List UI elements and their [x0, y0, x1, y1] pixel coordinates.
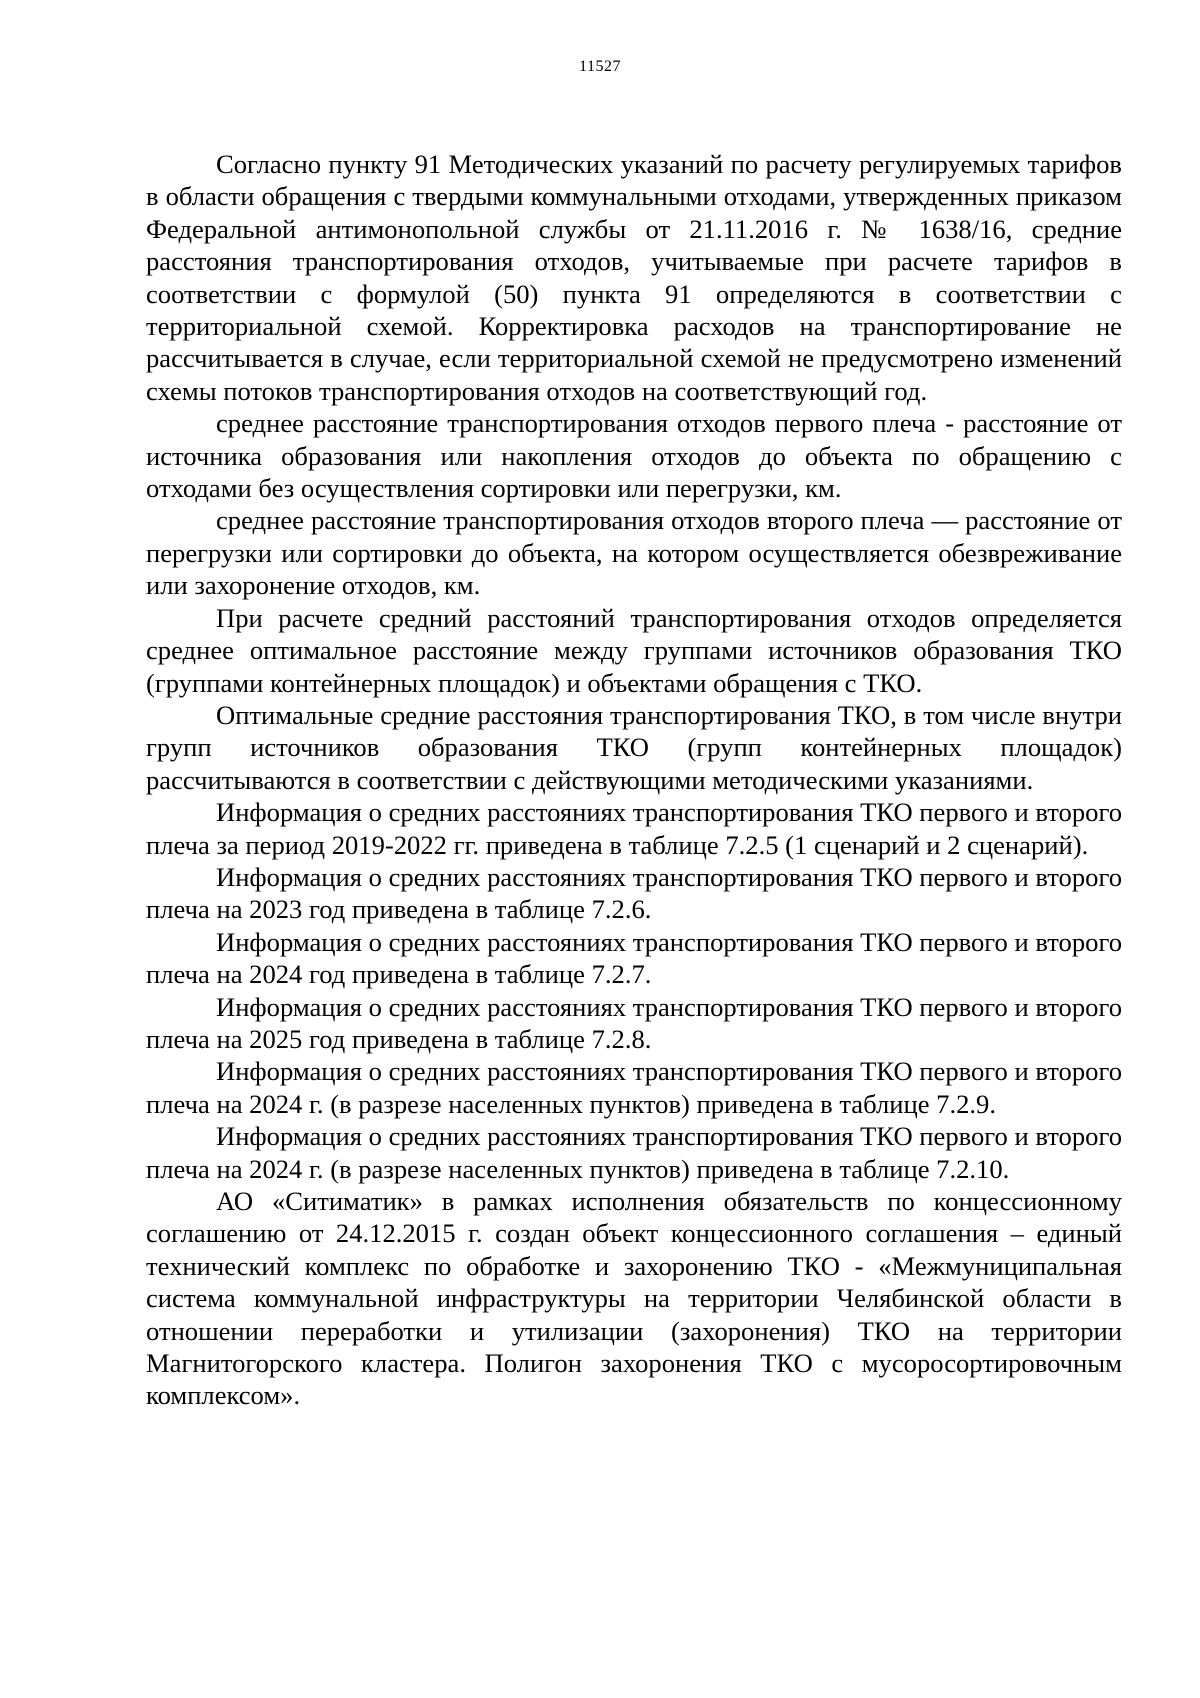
paragraph-table-7-2-5: Информация о средних расстояниях транспортирования ТКО первого и второго плеча за период 2019-2022 гг. приведена в таблице 7.2.5 (1 сценарий и 2 сценарий).	[146, 797, 1122, 860]
paragraph-concession-agreement: АО «Ситиматик» в рамках исполнения обязательств по концессионному соглашению от 24.12.2015 г. создан объект концессионного соглашения – единый технический комплекс по обработке и захоронению ТКО - «Межмуниципальная система коммунальной инфраструктуры на территории Челябинской области в отношении переработки и утилизации (захоронения) ТКО на территории Магнитогорского кластера. Полигон захоронения ТКО с мусоросортировочным комплексом».	[146, 1186, 1122, 1411]
paragraph-table-7-2-10: Информация о средних расстояниях транспортирования ТКО первого и второго плеча на 2024 г. (в разрезе населенных пунктов) приведена в таблице 7.2.10.	[146, 1121, 1122, 1184]
document-body	[146, 148, 1122, 1412]
paragraph-table-7-2-9: Информация о средних расстояниях транспортирования ТКО первого и второго плеча на 2024 г. (в разрезе населенных пунктов) приведена в таблице 7.2.9.	[146, 1056, 1122, 1119]
paragraph-second-leg-definition: среднее расстояние транспортирования отходов второго плеча — расстояние от перегрузки или сортировки до объекта, на котором осуществляется обезвреживание или захоронение отходов, км.	[146, 505, 1122, 601]
paragraph-method-guidelines: Согласно пункту 91 Методических указаний по расчету регулируемых тарифов в области обращения с твердыми коммунальными отходами, утвержденных приказом Федеральной антимонопольной службы от 21.11.2016 г. № 1638/16, средние расстояния транспортирования отходов, учитываемые при расчете тарифов в соответствии с формулой (50) пункта 91 определяются в соответствии с территориальной схемой. Корректировка расходов на транспортирование не рассчитывается в случае, если территориальной схемой не предусмотрено изменений схемы потоков транспортирования отходов на соответствующий год.	[146, 149, 1122, 406]
paragraph-table-7-2-6: Информация о средних расстояниях транспортирования ТКО первого и второго плеча на 2023 год приведена в таблице 7.2.6.	[146, 861, 1122, 925]
paragraph-first-leg-definition: среднее расстояние транспортирования отходов первого плеча - расстояние от источника образования или накопления отходов до объекта по обращению с отходами без осуществления сортировки или перегрузки, км.	[146, 408, 1122, 504]
paragraph-table-7-2-7: Информация о средних расстояниях транспортирования ТКО первого и второго плеча на 2024 год приведена в таблице 7.2.7.	[146, 926, 1122, 990]
page-number: 11527	[579, 58, 621, 75]
paragraph-optimal-distance: При расчете средний расстояний транспортирования отходов определяется среднее оптимальное расстояние между группами источников образования ТКО (группами контейнерных площадок) и объектами обращения с ТКО.	[146, 602, 1122, 698]
paragraph-table-7-2-8: Информация о средних расстояниях транспортирования ТКО первого и второго плеча на 2025 год приведена в таблице 7.2.8.	[146, 991, 1122, 1054]
paragraph-optimal-calculation: Оптимальные средние расстояния транспортирования ТКО, в том числе внутри групп источников образования ТКО (групп контейнерных площадок) рассчитываются в соответствии с действующими методическими указаниями.	[146, 699, 1122, 795]
